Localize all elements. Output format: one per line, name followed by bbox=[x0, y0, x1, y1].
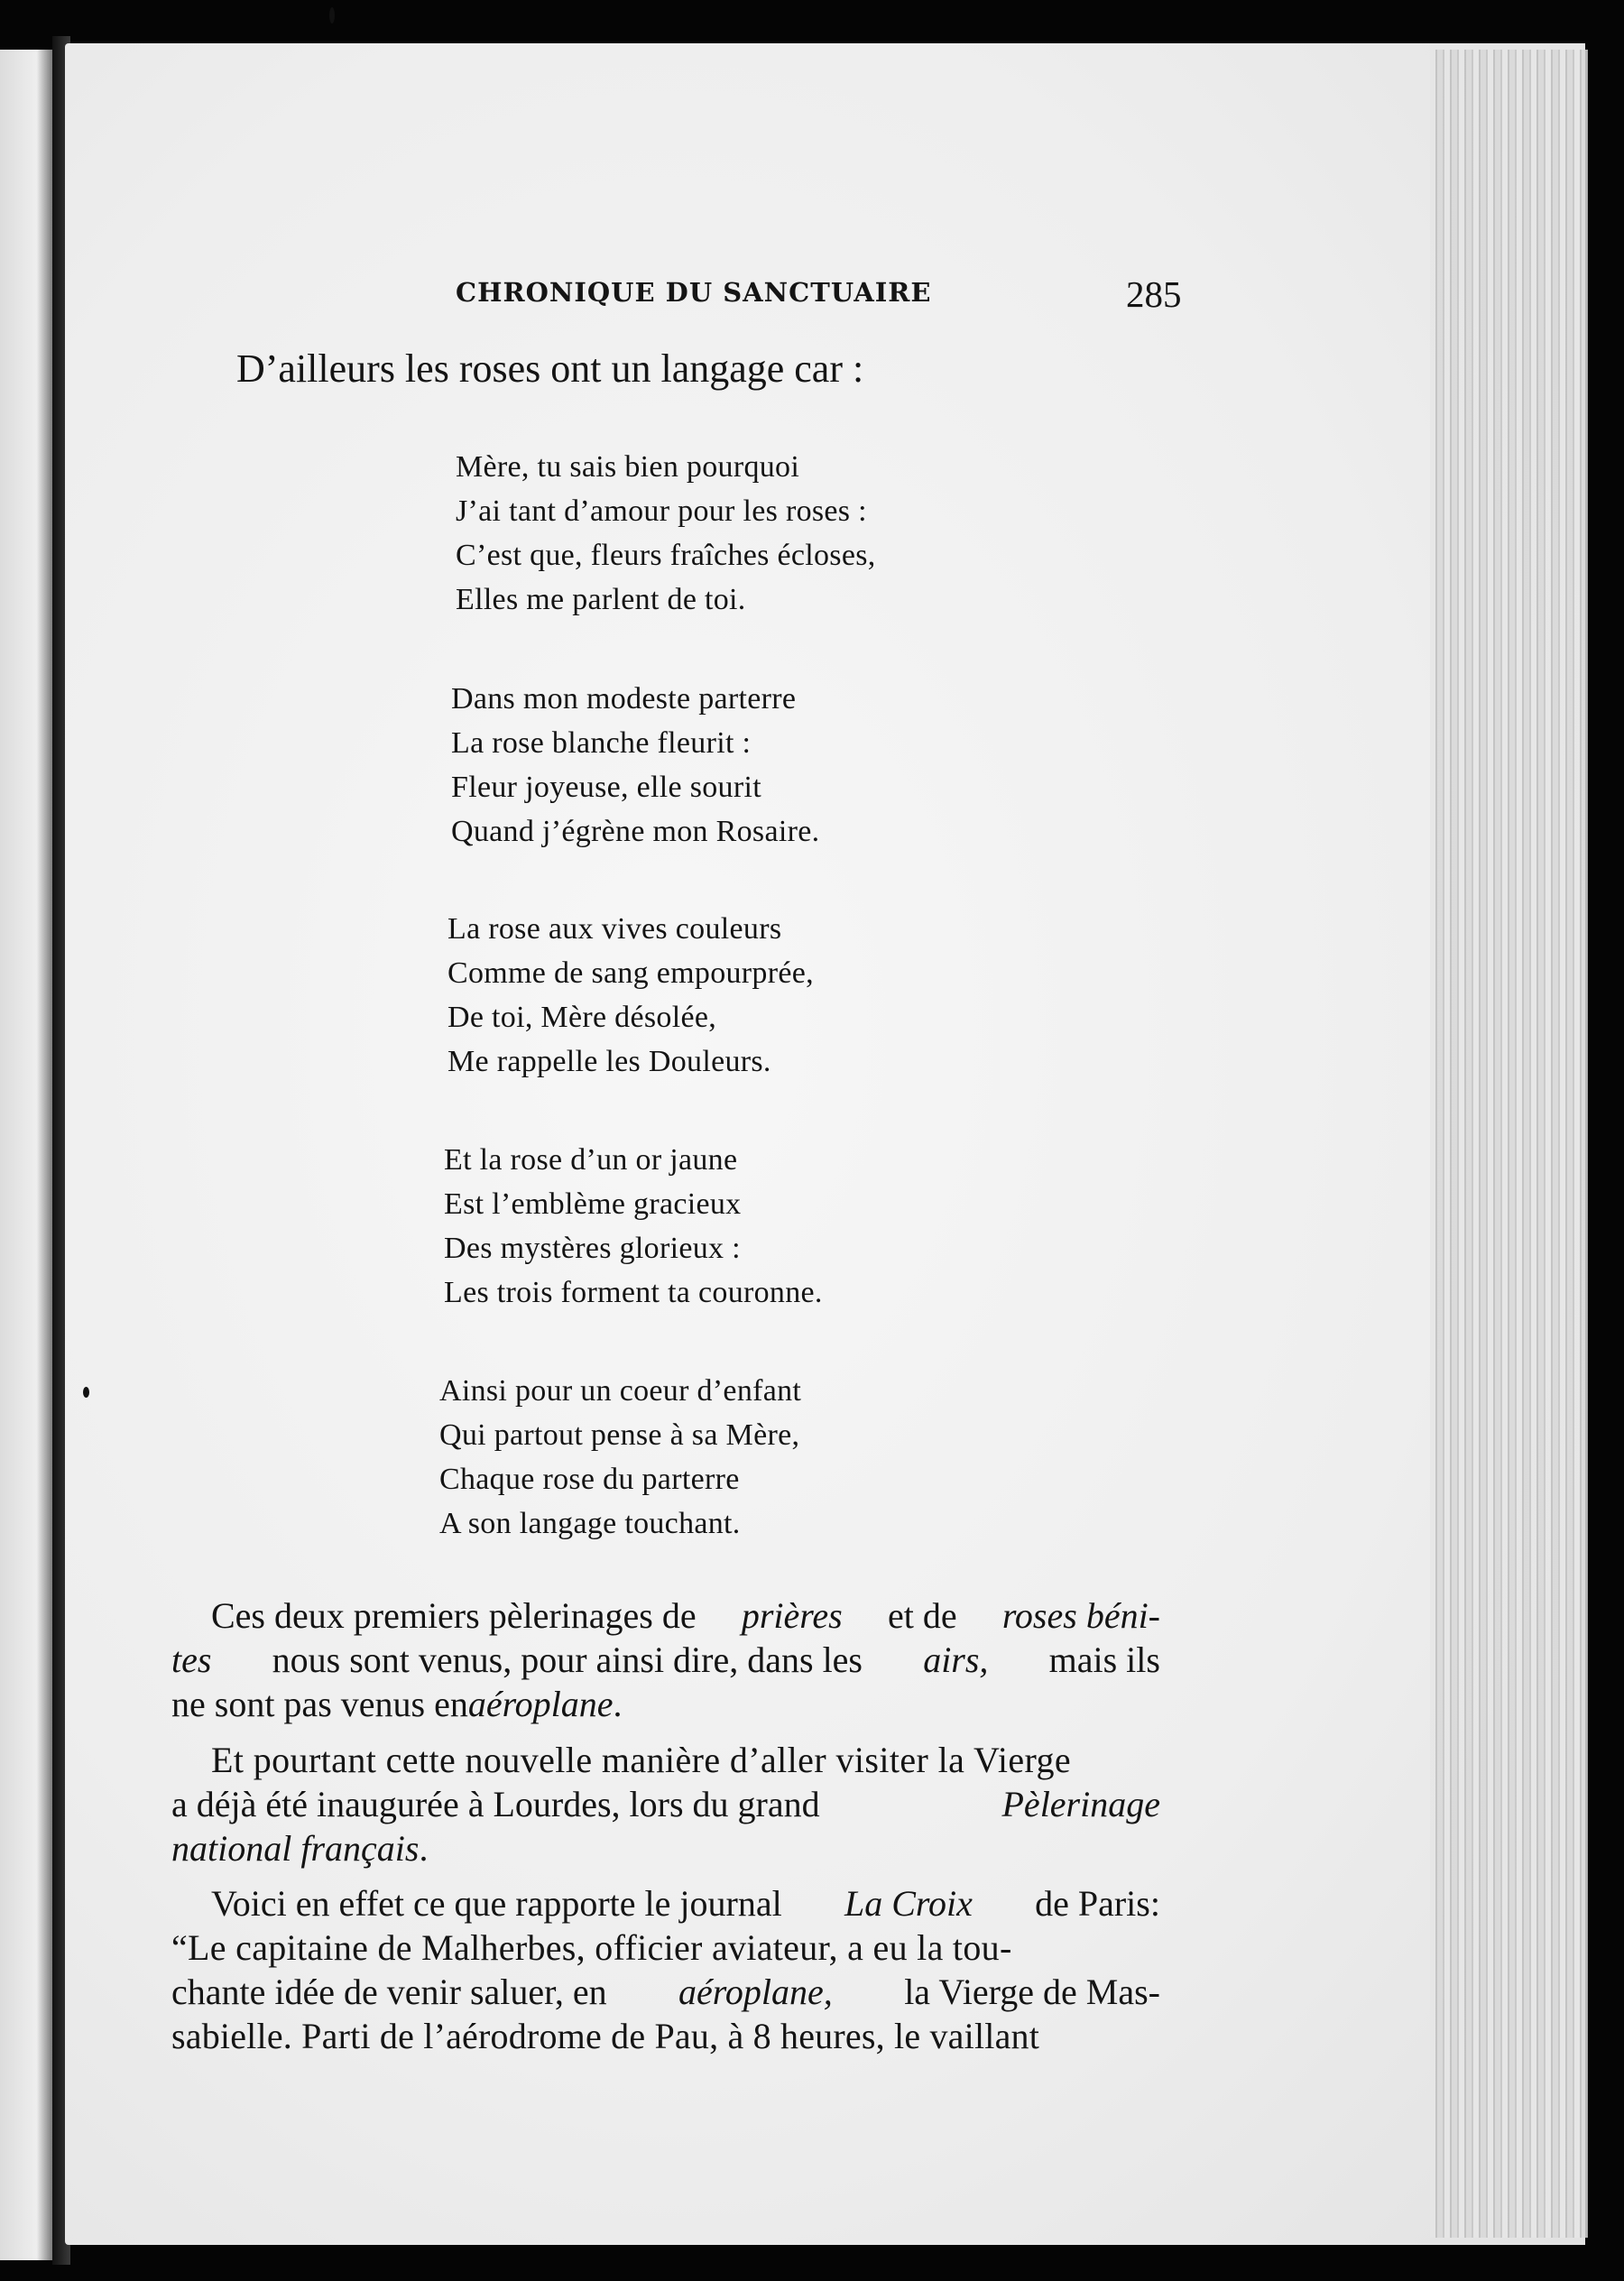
paragraph-1 bbox=[171, 1593, 1160, 1726]
poem-line: C’est que, fleurs fraîches écloses, bbox=[456, 539, 876, 572]
italic-run: aéroplane, bbox=[678, 1972, 833, 2012]
text-run: Voici en effet ce que rapporte le journal bbox=[211, 1883, 782, 1924]
poem-line: Ainsi pour un coeur d’enfant bbox=[439, 1374, 802, 1408]
text-run: chante idée de venir saluer, en bbox=[171, 1972, 607, 2012]
paragraph-line bbox=[171, 1682, 1160, 1726]
poem-line: Me rappelle les Douleurs. bbox=[448, 1045, 771, 1078]
poem-line: Des mystères glorieux : bbox=[444, 1232, 741, 1265]
paragraph-line bbox=[171, 1638, 1160, 1682]
italic-run: tes bbox=[171, 1639, 212, 1680]
paragraph-line bbox=[171, 1925, 1160, 1970]
paragraph-line bbox=[171, 1593, 1160, 1638]
running-title: CHRONIQUE DU SANCTUAIRE bbox=[456, 277, 932, 308]
italic-run: aéroplane bbox=[467, 1684, 614, 1724]
poem-line: De toi, Mère désolée, bbox=[448, 1001, 717, 1034]
poem-stanza-4 bbox=[444, 1138, 823, 1315]
poem-stanza-5 bbox=[439, 1369, 801, 1546]
italic-run: La Croix bbox=[844, 1883, 973, 1924]
poem-line: Quand j’égrène mon Rosaire. bbox=[451, 815, 820, 848]
poem-line: J’ai tant d’amour pour les roses : bbox=[456, 494, 867, 528]
poem-line: Qui partout pense à sa Mère, bbox=[439, 1418, 800, 1452]
poem-line: Et la rose d’un or jaune bbox=[444, 1143, 738, 1177]
italic-run: Pèlerinage bbox=[1001, 1784, 1160, 1824]
poem-line: La rose aux vives couleurs bbox=[448, 912, 782, 946]
poem-stanza-3 bbox=[448, 907, 814, 1084]
poem-line: Dans mon modeste parterre bbox=[451, 682, 797, 716]
facing-page-edge bbox=[0, 50, 52, 2260]
text-run: Et pourtant cette nouvelle manière d’aller visiter la Vierge bbox=[211, 1740, 1072, 1780]
text-run: ne sont pas venus en bbox=[171, 1684, 468, 1724]
paragraph-line bbox=[171, 2014, 1160, 2058]
poem-line: Chaque rose du parterre bbox=[439, 1463, 740, 1496]
paragraph-line bbox=[171, 1782, 1160, 1826]
italic-run: prières bbox=[741, 1595, 843, 1636]
page-number: 285 bbox=[1126, 273, 1182, 315]
poem-line: Fleur joyeuse, elle sourit bbox=[451, 771, 761, 804]
poem-line: La rose blanche fleurit : bbox=[451, 726, 752, 760]
paragraph-3 bbox=[171, 1881, 1160, 2058]
poem-stanza-2 bbox=[451, 677, 819, 854]
paragraph-line bbox=[171, 1826, 1160, 1870]
text-run: sabielle. Parti de l’aérodrome de Pau, à 8 heures, le vaillant bbox=[171, 2016, 1040, 2056]
text-run: Ces deux premiers pèlerinages de bbox=[211, 1595, 697, 1636]
scan-speck bbox=[83, 1387, 89, 1398]
paragraph-line bbox=[171, 1970, 1160, 2014]
italic-run: roses béni- bbox=[1001, 1595, 1160, 1636]
stacked-page-edges bbox=[1430, 50, 1588, 2238]
text-run: de Paris: bbox=[1035, 1883, 1160, 1924]
text-run: . bbox=[419, 1828, 429, 1869]
paragraph-line bbox=[171, 1881, 1160, 1925]
paragraph-2 bbox=[171, 1738, 1160, 1870]
poem-stanza-1 bbox=[456, 445, 876, 622]
text-run: “Le capitaine de Malherbes, officier aviateur, a eu la tou- bbox=[171, 1927, 1012, 1968]
poem-line: Mère, tu sais bien pourquoi bbox=[456, 450, 800, 484]
poem-line: Comme de sang empourprée, bbox=[448, 956, 814, 990]
paragraph-line bbox=[171, 1738, 1160, 1782]
italic-run: airs, bbox=[923, 1639, 989, 1680]
poem-line: A son langage touchant. bbox=[439, 1507, 741, 1540]
poem-line: Elles me parlent de toi. bbox=[456, 583, 746, 616]
poem-line: Est l’emblème gracieux bbox=[444, 1187, 742, 1221]
text-run: mais ils bbox=[1048, 1639, 1160, 1680]
text-run: et de bbox=[887, 1595, 957, 1636]
intro-line: D’ailleurs les roses ont un langage car : bbox=[236, 346, 864, 391]
text-run: la Vierge de Mas- bbox=[904, 1972, 1160, 2012]
text-run: nous sont venus, pour ainsi dire, dans les bbox=[272, 1639, 863, 1680]
text-run: a déjà été inaugurée à Lourdes, lors du grand bbox=[171, 1784, 820, 1824]
italic-run: national français bbox=[171, 1828, 420, 1869]
poem-line: Les trois forment ta couronne. bbox=[444, 1276, 823, 1309]
scan-speck bbox=[329, 7, 335, 23]
text-run: . bbox=[613, 1684, 623, 1724]
